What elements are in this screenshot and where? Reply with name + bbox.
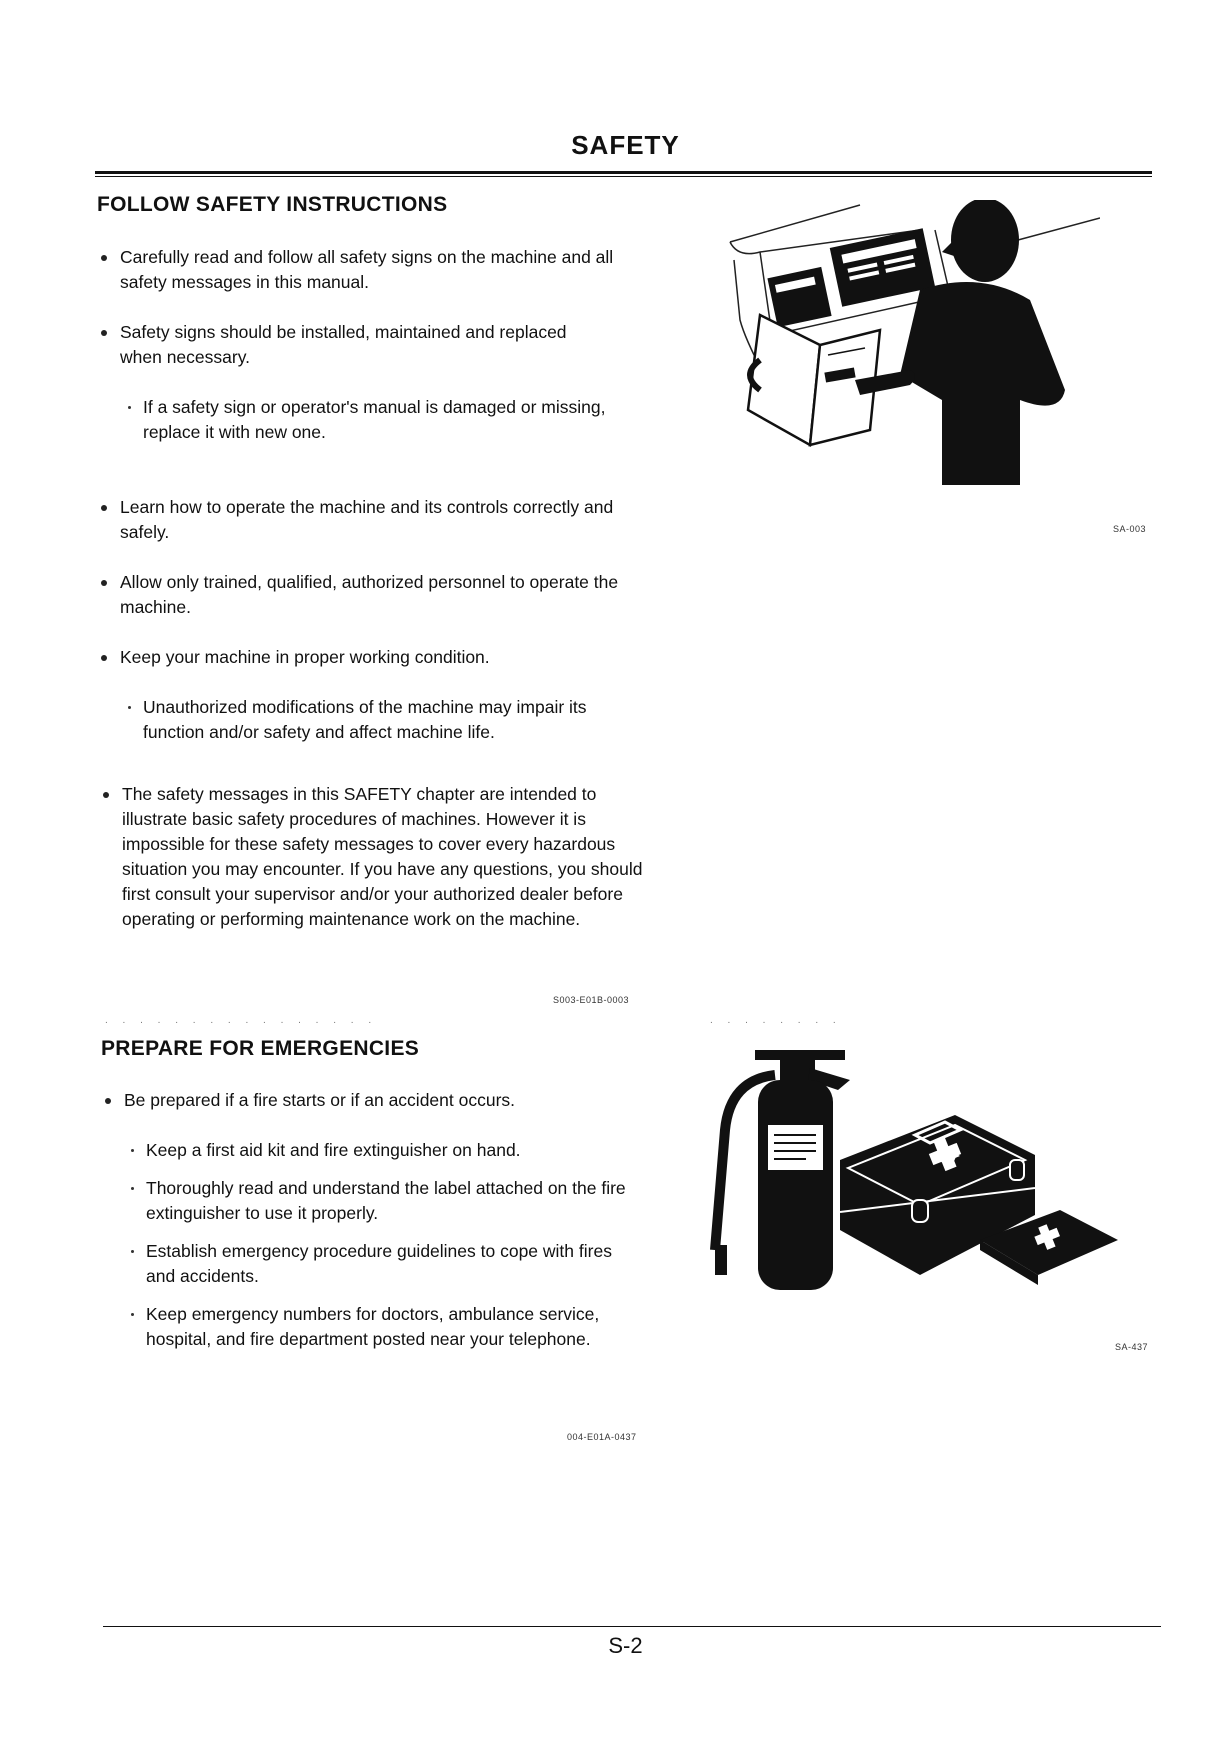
bullet-item xyxy=(124,1088,644,1113)
bullet-icon xyxy=(101,330,107,336)
figure-code: SA-437 xyxy=(1115,1342,1149,1352)
sub-bullet-icon xyxy=(128,406,131,409)
sub-bullet-text: Establish emergency procedure guidelines to cope with fires and accidents. xyxy=(146,1241,612,1286)
reference-code: 004-E01A-0437 xyxy=(567,1432,637,1442)
bullet-item xyxy=(120,570,640,620)
sub-bullet-icon xyxy=(131,1250,134,1253)
bullet-icon xyxy=(101,580,107,586)
bullet-text: Learn how to operate the machine and its controls correctly and safely. xyxy=(120,497,614,542)
bullet-text: The safety messages in this SAFETY chapter are intended to illustrate basic safety procedures of machines. However it is impossible for these safety messages to cover every hazardous situation you may encounter. If you have any questions, you should first consult your supervisor and/or your authorized dealer before operating or performing maintenance work on the machine. xyxy=(122,784,643,929)
sub-bullet-text: Unauthorized modifications of the machine may impair its function and/or safety and affect machine life. xyxy=(143,697,587,742)
bullet-text: Safety signs should be installed, maintained and replaced when necessary. xyxy=(120,322,567,367)
bullet-item xyxy=(122,782,650,932)
bullet-icon xyxy=(101,255,107,261)
bullet-text: Carefully read and follow all safety signs on the machine and all safety messages in this manual. xyxy=(120,247,614,292)
sub-bullet-icon xyxy=(128,706,131,709)
header-rule xyxy=(95,171,1152,174)
bullet-icon xyxy=(105,1098,111,1104)
sub-bullet-item xyxy=(146,1302,651,1352)
manual-book-icon xyxy=(748,315,915,445)
footer-rule xyxy=(103,1626,1161,1627)
fire-extinguisher-icon xyxy=(715,1050,850,1290)
bullet-icon xyxy=(103,792,109,798)
sub-bullet-item xyxy=(146,1239,626,1289)
sub-bullet-item xyxy=(143,395,643,445)
figure-code: SA-003 xyxy=(1113,524,1147,534)
page-title: SAFETY xyxy=(571,130,680,160)
header-rule-thin xyxy=(95,176,1152,177)
bullet-item xyxy=(120,245,640,295)
bullet-text: Keep your machine in proper working condition. xyxy=(120,647,490,667)
bullet-text: Be prepared if a fire starts or if an accident occurs. xyxy=(124,1090,516,1110)
section-heading-prepare-emergencies: PREPARE FOR EMERGENCIES xyxy=(101,1037,420,1060)
sub-bullet-item xyxy=(143,695,648,745)
sub-bullet-text: If a safety sign or operator's manual is damaged or missing, replace it with new one. xyxy=(143,397,606,442)
bullet-icon xyxy=(101,655,107,661)
dotted-separator: . . . . . . . . xyxy=(710,1015,842,1026)
section-heading-follow-safety: FOLLOW SAFETY INSTRUCTIONS xyxy=(97,193,448,216)
person-reading-manual-illustration xyxy=(720,200,1100,485)
bullet-item xyxy=(120,645,640,670)
bullet-item xyxy=(120,320,590,370)
safety-sign-icon xyxy=(767,228,935,327)
fire-extinguisher-first-aid-illustration xyxy=(690,1040,1130,1300)
reference-code: S003-E01B-0003 xyxy=(553,995,630,1005)
sub-bullet-text: Thoroughly read and understand the label attached on the fire extinguisher to use it properly. xyxy=(146,1178,626,1223)
dotted-separator: . . . . . . . . . . . . . . . . xyxy=(105,1015,378,1026)
sub-bullet-item xyxy=(146,1138,646,1163)
bullet-item xyxy=(120,495,620,545)
bullet-icon xyxy=(101,505,107,511)
bullet-text: Allow only trained, qualified, authorized personnel to operate the machine. xyxy=(120,572,619,617)
sub-bullet-icon xyxy=(131,1313,134,1316)
sub-bullet-icon xyxy=(131,1149,134,1152)
sub-bullet-text: Keep emergency numbers for doctors, ambulance service, hospital, and fire department posted near your telephone. xyxy=(146,1304,600,1349)
sub-bullet-item xyxy=(146,1176,651,1226)
sub-bullet-text: Keep a first aid kit and fire extinguisher on hand. xyxy=(146,1140,521,1160)
page-number: S-2 xyxy=(608,1633,643,1658)
sub-bullet-icon xyxy=(131,1187,134,1190)
